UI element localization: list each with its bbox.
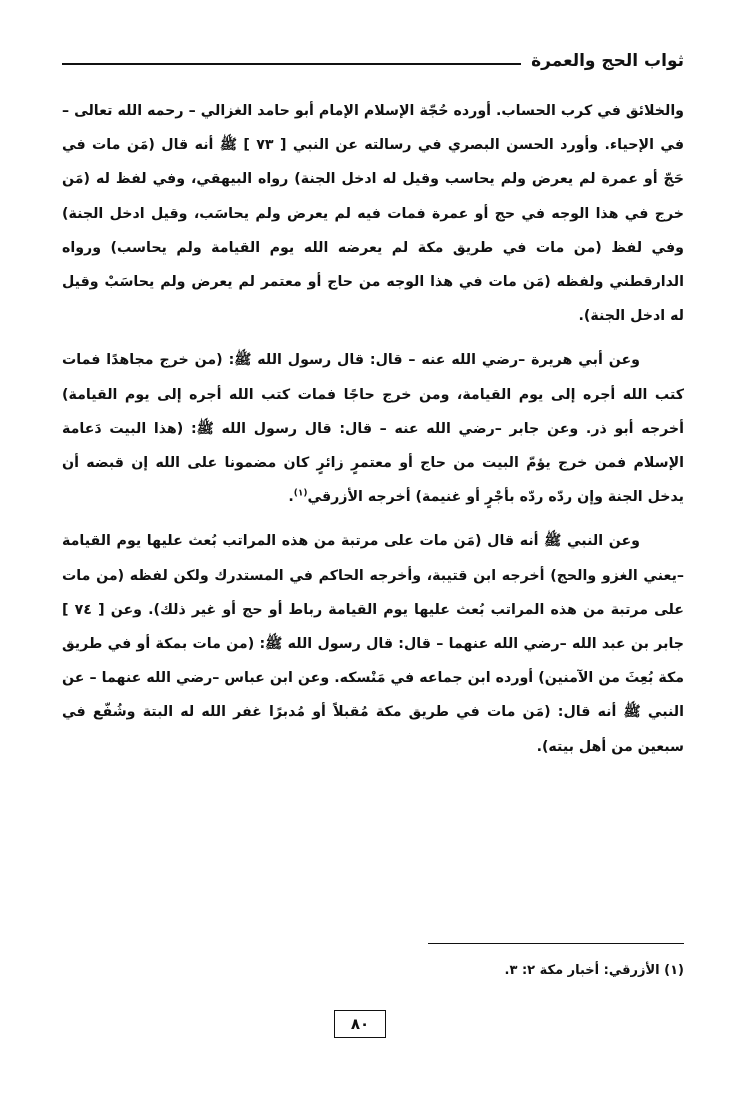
paragraph-text: وعن النبي ﷺ أنه قال (مَن مات على مرتبة من هذه المراتب بُعث عليها يوم القيامة –يعني الغزو والحج) أخرجه ابن قتيبة، وأخرجه الحاكم في المستدرك ولكن لفظه (من مات على مرتبة من هذه المراتب بُعث عليها يوم القيامة رباط أو حج أو غير ذلك). وعن [ ٧٤ ] جابر بن عبد الله –رضي الله عنهما – قال: قال رسول الله ﷺ: (من مات بمكة أو في طريق مكة بُعِثَ من الآمنين) أورده ابن جماعه في مَنْسكه. وعن ابن عباس –رضي الله عنهما – عن النبي ﷺ أنه قال: (مَن مات في طريق مكة مُقبلاً أو مُدبرًا غفر الله له البتة وشُفّع في سبعين من أهل بيته).	[62, 533, 684, 755]
paragraph-text: والخلائق في كرب الحساب. أورده حُجّة الإسلام الإمام أبو حامد الغزالي – رحمه الله تعالى – في الإحياء. وأورد الحسن البصري في رسالته عن النبي [ ٧٣ ] ﷺ أنه قال (مَن مات في حَجّ أو عمرة لم يعرض ولم يحاسب وقيل له ادخل الجنة) رواه البيهقي، وفي لفظ له (مَن خرج في هذا الوجه في حج أو عمرة فمات فيه لم يعرض ولم يحاسَب، وقيل ادخل الجنة) وفي لفظ (من مات في طريق مكة لم يعرضه الله يوم القيامة ولم يحاسب) ورواه الدارقطني ولفظه (مَن مات في هذا الوجه من حاج أو معتمر لم يعرض ولم يحاسَبْ وقيل له ادخل الجنة).	[62, 103, 684, 325]
paragraph-text: وعن أبي هريرة –رضي الله عنه – قال: قال رسول الله ﷺ: (من خرج مجاهدًا فمات كتب الله أجره إلى يوم القيامة، ومن خرج حاجًا فمات كتب الله أجره إلى يوم القيامة) أخرجه أبو ذر. وعن جابر –رضي الله عنه – قال: قال رسول الله ﷺ: (هذا البيت دَعامة الإسلام فمن خرج يؤمّ البيت من حاج أو معتمرٍ زائرٍ كان مضمونا على الله إن قبضه أن يدخل الجنة وإن ردّه ردّه بأجْرٍ أو غنيمة) أخرجه الأزرقي	[62, 352, 684, 506]
footnote-rule	[428, 943, 684, 944]
paragraph-2: وعن أبي هريرة –رضي الله عنه – قال: قال رسول الله ﷺ: (من خرج مجاهدًا فمات كتب الله أجره إلى يوم القيامة، ومن خرج حاجًا فمات كتب الله أجره إلى يوم القيامة) أخرجه أبو ذر. وعن جابر –رضي الله عنه – قال: قال رسول الله ﷺ: (هذا البيت دَعامة الإسلام فمن خرج يؤمّ البيت من حاج أو معتمرٍ زائرٍ كان مضمونا على الله إن قبضه أن يدخل الجنة وإن ردّه ردّه بأجْرٍ أو غنيمة) أخرجه الأزرقي$^{(١)}$.	[62, 352, 684, 506]
footnote: (١) الأزرقي: أخبار مكة ٢: ٣.	[504, 963, 684, 978]
paragraph-3	[62, 524, 684, 763]
running-header	[62, 50, 684, 74]
header-rule	[62, 63, 534, 65]
page-number: ٨٠	[334, 1010, 386, 1038]
main-text	[62, 94, 684, 764]
footnote-reference[interactable]: (١)	[293, 488, 308, 499]
paragraph-1	[62, 94, 684, 333]
header-title: ثواب الحج والعمرة	[521, 50, 684, 72]
